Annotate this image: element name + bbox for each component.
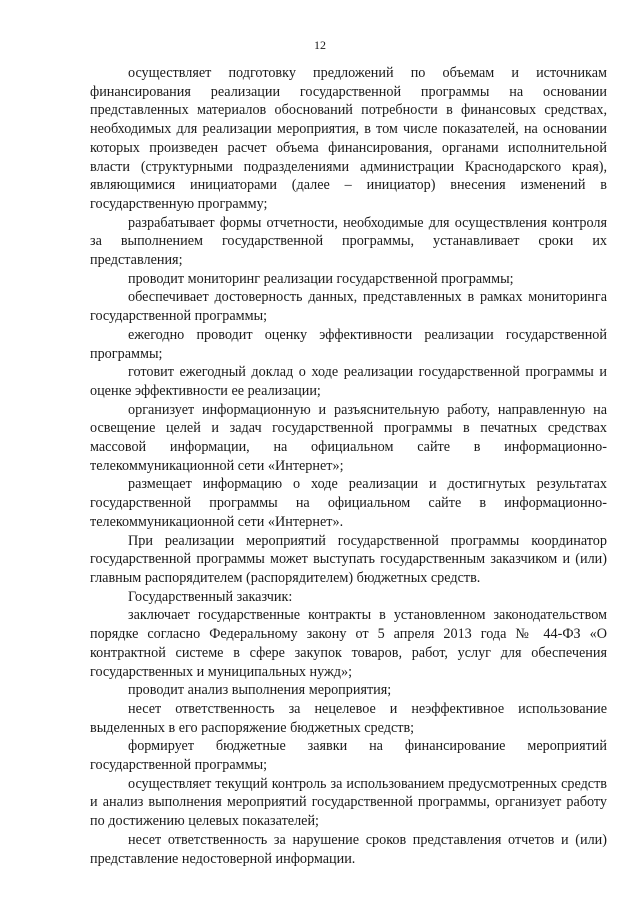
document-body (90, 64, 607, 868)
page-number: 12 (314, 38, 326, 52)
paragraph: формирует бюджетные заявки на финансирование мероприятий государственной программы; (90, 738, 607, 774)
paragraph: организует информационную и разъяснительную работу, направленную на освещение целей и задач государственной программы в печатных средствах массовой информации, на официальном сайте в информационно-телекоммуникационной сети «Интернет»; (90, 401, 607, 474)
paragraph: несет ответственность за нарушение сроков представления отчетов и (или) представление недостоверной информации. (90, 831, 607, 867)
paragraph: размещает информацию о ходе реализации и достигнутых результатах государственной программы на официальном сайте в информационно-телекоммуникационной сети «Интернет». (90, 476, 607, 530)
paragraph: проводит мониторинг реализации государственной программы; (128, 270, 514, 287)
paragraph: Государственный заказчик: (128, 588, 293, 605)
paragraph: ежегодно проводит оценку эффективности реализации государственной программы; (90, 326, 607, 362)
paragraph: проводит анализ выполнения мероприятия; (128, 682, 392, 699)
paragraph: разрабатывает формы отчетности, необходимые для осуществления контроля за выполнением государственной программы, устанавливает сроки их представления; (90, 214, 607, 269)
paragraph: несет ответственность за нецелевое и неэффективное использование выделенных в его распоряжение бюджетных средств; (90, 700, 607, 736)
paragraph: При реализации мероприятий государственной программы координатор государственной программы может выступать государственным заказчиком и (или) главным распорядителем (распорядителем) бюджетных средств. (90, 532, 607, 586)
paragraph: заключает государственные контракты в установленном законодательством порядке согласно Федеральному закону от 5 апреля 2013 года № 44-ФЗ «О контрактной системе в сфере закупок товаров, работ, услуг для обеспечения государственных и муниципальных нужд»; (90, 607, 607, 680)
paragraph: осуществляет текущий контроль за использованием предусмотренных средств и анализ выполнения мероприятий государственной программы, организует работу по достижению целевых показателей; (90, 775, 607, 830)
paragraph: готовит ежегодный доклад о ходе реализации государственной программы и оценке эффективности ее реализации; (90, 364, 607, 399)
paragraph: обеспечивает достоверность данных, представленных в рамках мониторинга государственной программы; (90, 289, 607, 325)
paragraph: осуществляет подготовку предложений по объемам и источникам финансирования реализации государственной программы на основании представленных материалов обоснований потребности в финансовых средствах, необходимых для реализации мероприятия, в том числе показателей, на основании которых произведен расчет объема финансирования, органами исполнительной власти (структурными подразделениями администрации Краснодарского края), являющимися инициаторами (далее – инициатор) внесения изменений в государственную программу; (90, 65, 607, 212)
